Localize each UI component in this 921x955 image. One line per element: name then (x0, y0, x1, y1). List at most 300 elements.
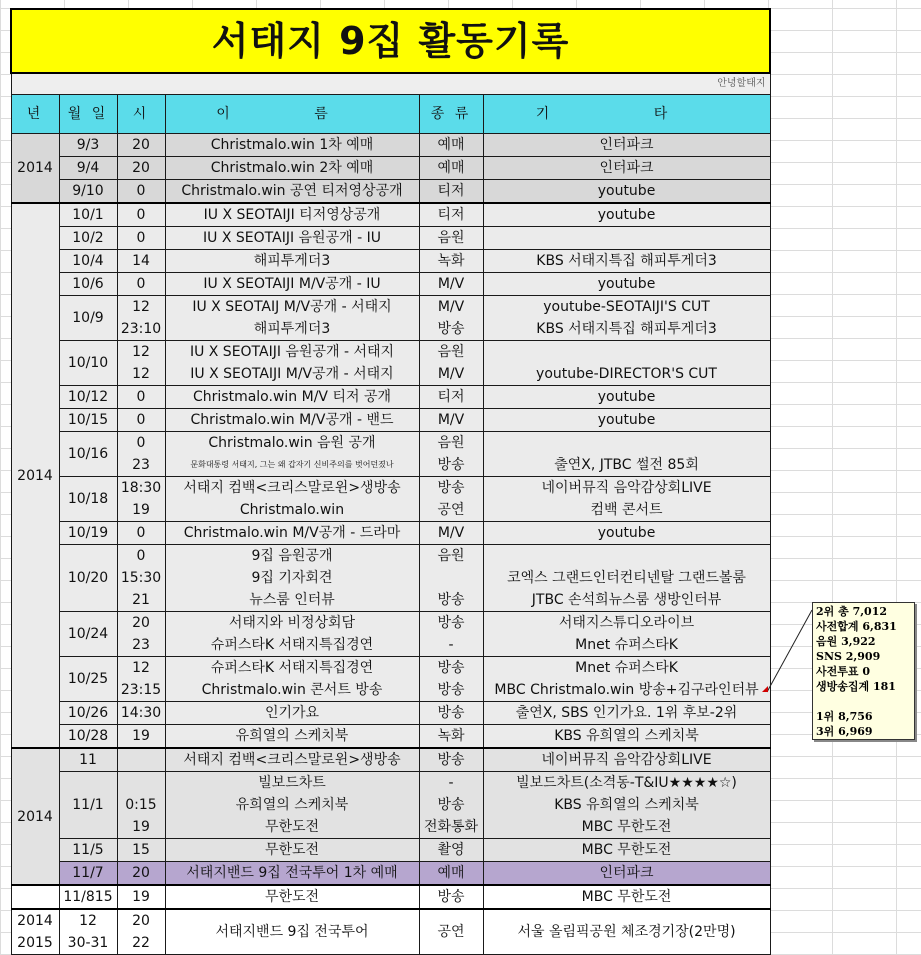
type-cell[interactable] (419, 386, 483, 409)
date-cell[interactable]: 11/815 (59, 885, 117, 909)
etc-cell[interactable] (483, 386, 770, 409)
time-cell[interactable] (117, 250, 165, 273)
year-cell[interactable]: 2014 (11, 203, 59, 748)
etc-cell-line: 서태지스튜디오라이브 (558, 615, 695, 631)
header-name[interactable]: 이 름 (165, 95, 419, 134)
date-cell[interactable]: 10/26 (59, 702, 117, 725)
table-row (11, 341, 770, 386)
type-cell-line: 방송 (437, 797, 465, 813)
type-cell-line: 촬영 (437, 842, 465, 858)
table-row (11, 386, 770, 409)
etc-cell[interactable] (483, 748, 770, 772)
name-cell-line: 해피투게더3 (253, 321, 331, 337)
name-cell-line: 해피투게더3 (253, 253, 331, 269)
etc-cell-line (484, 545, 770, 567)
name-cell[interactable] (165, 227, 419, 250)
name-cell-line: 뉴스룸 인터뷰 (249, 592, 335, 608)
time-cell-line: 14:30 (120, 705, 162, 721)
type-cell-line: 티저 (437, 207, 465, 223)
name-cell-line: IU X SEOTAIJ M/V공개 - 서태지 (192, 299, 392, 315)
name-cell-line: Christmalo.win 콘서트 방송 (201, 682, 383, 698)
time-cell-line: 19 (132, 502, 150, 518)
time-cell[interactable] (117, 203, 165, 227)
table-row (11, 885, 770, 909)
comment-line: 1위 8,756 (816, 710, 873, 723)
etc-cell-line: KBS 서태지특집 해피투게더3 (536, 253, 717, 269)
etc-cell[interactable] (483, 203, 770, 227)
time-cell-line: 23:15 (120, 682, 162, 698)
etc-cell[interactable] (483, 250, 770, 273)
type-cell[interactable] (419, 702, 483, 725)
time-cell-line: 19 (132, 819, 150, 835)
year-cell[interactable]: 2014 2015 (11, 909, 59, 955)
name-cell-line: 서태지 컴백<크리스말로윈>생방송 (183, 480, 401, 496)
etc-cell[interactable] (483, 409, 770, 432)
etc-cell-line: 네이버뮤직 음악감상회LIVE (541, 752, 712, 768)
time-cell-line: 20 (132, 865, 150, 881)
etc-cell-line: 서울 올림픽공원 체조경기장(2만명) (517, 924, 736, 940)
etc-cell[interactable] (483, 522, 770, 545)
table-row (11, 748, 770, 772)
etc-cell[interactable] (483, 180, 770, 204)
etc-cell-line: 네이버뮤직 음악감상회LIVE (541, 480, 712, 496)
etc-cell-line: youtube (597, 412, 656, 428)
header-row (11, 95, 770, 134)
name-cell[interactable] (165, 157, 419, 180)
type-cell[interactable] (419, 227, 483, 250)
date-cell[interactable]: 11/5 (59, 839, 117, 862)
date-cell[interactable]: 10/9 (59, 296, 117, 341)
header-time[interactable]: 시 (117, 95, 165, 134)
name-cell[interactable] (165, 839, 419, 862)
type-cell[interactable] (419, 273, 483, 296)
comment-note[interactable] (812, 602, 915, 740)
year-cell[interactable]: 2014 (11, 134, 59, 204)
name-cell-line: Christmalo.win M/V공개 - 드라마 (183, 525, 401, 541)
type-cell-line: 녹화 (437, 253, 465, 269)
type-cell-line: 티저 (437, 183, 465, 199)
time-cell-line: 15:30 (120, 570, 162, 586)
etc-cell[interactable] (483, 341, 770, 386)
name-cell[interactable] (165, 612, 419, 657)
name-cell-line: 서태지 컴백<크리스말로윈>생방송 (183, 752, 401, 768)
type-cell[interactable] (419, 409, 483, 432)
time-cell-line: 23 (132, 457, 150, 473)
etc-cell-line: KBS 유희열의 스케치북 (554, 797, 699, 813)
table-row (11, 157, 770, 180)
type-cell[interactable] (419, 612, 483, 657)
name-cell-line: IU X SEOTAIJI 티저영상공개 (203, 207, 381, 223)
type-cell-line: 방송 (437, 457, 465, 473)
time-cell-line: 0 (136, 276, 146, 292)
type-cell-line: 방송 (437, 321, 465, 337)
date-cell[interactable]: 12 30-31 (59, 909, 117, 955)
time-cell-line: 23:10 (120, 321, 162, 337)
date-cell[interactable]: 11 (59, 748, 117, 772)
comment-line: 사전합계 6,831 (816, 620, 897, 633)
type-cell[interactable] (419, 772, 483, 839)
time-cell-line (118, 749, 165, 771)
type-cell-line: 방송 (437, 615, 465, 631)
etc-cell-line: JTBC 손석희뉴스룸 생방인터뷰 (531, 592, 722, 608)
name-cell[interactable] (165, 180, 419, 204)
name-cell-line: 유희열의 스케치북 (235, 728, 349, 744)
date-cell[interactable]: 10/1 (59, 203, 117, 227)
etc-cell[interactable] (483, 227, 770, 250)
type-cell-line: 방송 (437, 682, 465, 698)
type-cell-line: 방송 (437, 705, 465, 721)
name-cell[interactable] (165, 772, 419, 839)
time-cell[interactable] (117, 386, 165, 409)
etc-cell[interactable] (483, 725, 770, 749)
date-cell[interactable]: 10/16 (59, 432, 117, 477)
time-cell-line: 12 (132, 344, 150, 360)
year-cell[interactable]: 2014 (11, 748, 59, 885)
table-row (11, 227, 770, 250)
time-cell-line: 12 (132, 366, 150, 382)
date-cell[interactable]: 9/3 (59, 134, 117, 157)
date-cell[interactable]: 10/10 (59, 341, 117, 386)
etc-cell-line: 컴백 콘서트 (590, 502, 663, 518)
name-cell[interactable] (165, 657, 419, 702)
etc-cell-line: 출연X, SBS 인기가요. 1위 후보-2위 (515, 705, 738, 721)
name-cell[interactable] (165, 885, 419, 909)
time-cell-line: 0 (136, 230, 146, 246)
time-cell[interactable] (117, 341, 165, 386)
etc-cell-line: 인터파크 (599, 865, 654, 881)
type-cell[interactable] (419, 885, 483, 909)
etc-cell-line: youtube (597, 183, 656, 199)
type-cell[interactable] (419, 545, 483, 612)
time-cell-line: 20 (132, 615, 150, 631)
name-cell[interactable] (165, 386, 419, 409)
name-cell-line: Christmalo.win 2차 예매 (210, 160, 374, 176)
name-cell-line: 인기가요 (264, 705, 320, 721)
date-cell[interactable]: 11/1 (59, 772, 117, 839)
etc-cell-line: youtube (597, 276, 656, 292)
type-cell[interactable] (419, 839, 483, 862)
name-cell-line: 빌보드차트 (258, 775, 326, 791)
time-cell[interactable] (117, 296, 165, 341)
date-cell[interactable]: 10/12 (59, 386, 117, 409)
type-cell-line: 방송 (437, 592, 465, 608)
time-cell-line: 18:30 (120, 480, 162, 496)
etc-cell[interactable] (483, 296, 770, 341)
time-cell[interactable] (117, 725, 165, 749)
table-row (11, 839, 770, 862)
etc-cell-line: MBC Christmalo.win 방송+김구라인터뷰 (494, 682, 759, 698)
time-cell[interactable] (117, 134, 165, 157)
etc-cell[interactable] (483, 477, 770, 522)
time-cell[interactable] (117, 545, 165, 612)
etc-cell[interactable] (483, 612, 770, 657)
time-cell[interactable] (117, 180, 165, 204)
type-cell-line: M/V (437, 525, 465, 541)
table-row (11, 180, 770, 204)
type-cell-line: - (448, 775, 454, 791)
name-cell-line: IU X SEOTAIJI M/V공개 - 서태지 (190, 366, 394, 382)
table-row (11, 545, 770, 612)
etc-cell[interactable] (483, 839, 770, 862)
type-cell-line: 공연 (437, 502, 465, 518)
name-cell[interactable] (165, 409, 419, 432)
table-row (11, 134, 770, 157)
time-cell-line: 21 (132, 592, 150, 608)
etc-cell-line (484, 341, 770, 363)
name-cell-line: 9집 기자회견 (251, 570, 333, 586)
name-cell-line: Christmalo.win 1차 예매 (210, 137, 374, 153)
name-cell[interactable] (165, 522, 419, 545)
type-cell[interactable] (419, 477, 483, 522)
type-cell-line: M/V (437, 366, 465, 382)
name-cell[interactable] (165, 862, 419, 886)
type-cell[interactable] (419, 862, 483, 886)
time-cell-line: 0 (136, 183, 146, 199)
type-cell-line: 음원 (437, 230, 465, 246)
time-cell[interactable] (117, 748, 165, 772)
header-date[interactable]: 월 일 (59, 95, 117, 134)
time-cell-line: 19 (132, 728, 150, 744)
etc-cell-line: KBS 서태지특집 해피투게더3 (536, 321, 717, 337)
etc-cell-line: 인터파크 (599, 137, 654, 153)
name-cell-line: 슈퍼스타K 서태지특집경연 (210, 660, 374, 676)
table-row (11, 432, 770, 477)
time-cell-line: 20 (132, 160, 150, 176)
name-cell-line: IU X SEOTAIJI M/V공개 - IU (203, 276, 381, 292)
etc-cell-line: KBS 유희열의 스케치북 (554, 728, 699, 744)
time-cell-line: 0:15 (125, 797, 157, 813)
type-cell[interactable] (419, 748, 483, 772)
etc-cell-line: 인터파크 (599, 160, 654, 176)
name-cell-line: 무한도전 (264, 842, 320, 858)
name-cell[interactable] (165, 477, 419, 522)
time-cell[interactable] (117, 702, 165, 725)
name-cell-line: IU X SEOTAIJI 음원공개 - IU (203, 230, 381, 246)
name-cell-line: 무한도전 (264, 819, 320, 835)
etc-cell-line: MBC 무한도전 (581, 819, 672, 835)
table-row (11, 250, 770, 273)
type-cell[interactable] (419, 180, 483, 204)
type-cell-line: 음원 (437, 435, 465, 451)
header-type[interactable]: 종 류 (419, 95, 483, 134)
date-cell[interactable]: 10/15 (59, 409, 117, 432)
sheet-title[interactable]: 서태지 9집 활동기록 (11, 9, 770, 73)
time-cell[interactable] (117, 273, 165, 296)
etc-cell-line: MBC 무한도전 (581, 842, 672, 858)
time-cell[interactable] (117, 612, 165, 657)
table-row (11, 862, 770, 886)
etc-cell[interactable] (483, 157, 770, 180)
etc-cell[interactable] (483, 657, 770, 702)
time-cell-line: 14 (132, 253, 150, 269)
name-cell[interactable] (165, 203, 419, 227)
time-cell[interactable] (117, 432, 165, 477)
date-cell[interactable]: 9/4 (59, 157, 117, 180)
time-cell[interactable] (117, 157, 165, 180)
header-etc[interactable]: 기 타 (483, 95, 770, 134)
name-cell-line: 9집 음원공개 (251, 548, 333, 564)
date-cell[interactable]: 10/24 (59, 612, 117, 657)
time-cell-line: 12 (132, 299, 150, 315)
name-cell[interactable] (165, 250, 419, 273)
table-row (11, 725, 770, 749)
type-cell[interactable] (419, 725, 483, 749)
table-row (11, 772, 770, 839)
name-cell-line: 서태지와 비정상회담 (228, 615, 356, 631)
type-cell-line: 음원 (437, 344, 465, 360)
date-cell[interactable]: 10/4 (59, 250, 117, 273)
time-cell[interactable] (117, 477, 165, 522)
type-cell-line: 예매 (437, 137, 465, 153)
table-row (11, 203, 770, 227)
time-cell[interactable] (117, 657, 165, 702)
comment-line: 3위 6,969 (816, 725, 873, 738)
date-cell[interactable]: 10/28 (59, 725, 117, 749)
name-cell[interactable] (165, 134, 419, 157)
time-cell-line: 0 (136, 525, 146, 541)
name-cell-line: Christmalo.win 음원 공개 (208, 435, 376, 451)
comment-leader-line (767, 610, 812, 692)
time-cell-line (118, 772, 165, 794)
date-cell[interactable]: 10/19 (59, 522, 117, 545)
name-cell-line: Christmalo.win M/V공개 - 밴드 (190, 412, 394, 428)
sheet-body (11, 134, 770, 955)
time-cell-line: 0 (136, 435, 146, 451)
time-cell[interactable] (117, 862, 165, 886)
time-cell-line: 15 (132, 842, 150, 858)
etc-cell[interactable] (483, 702, 770, 725)
etc-cell[interactable] (483, 862, 770, 886)
name-cell[interactable] (165, 748, 419, 772)
time-cell[interactable] (117, 227, 165, 250)
table-row (11, 522, 770, 545)
time-cell-line: 19 (132, 889, 150, 905)
date-cell[interactable]: 10/20 (59, 545, 117, 612)
name-cell[interactable] (165, 725, 419, 749)
time-cell-line: 23 (132, 637, 150, 653)
time-cell-line: 22 (132, 935, 150, 951)
type-cell[interactable] (419, 432, 483, 477)
etc-cell-line: 코엑스 그랜드인터컨티넨탈 그랜드볼룸 (507, 570, 746, 586)
etc-cell-line: Mnet 슈퍼스타K (575, 660, 678, 676)
type-cell[interactable] (419, 522, 483, 545)
etc-cell-line: youtube-DIRECTOR'S CUT (536, 366, 717, 382)
etc-cell-line: youtube (597, 525, 656, 541)
name-cell[interactable] (165, 296, 419, 341)
etc-cell-line: MBC 무한도전 (581, 889, 672, 905)
time-cell-line: 0 (136, 389, 146, 405)
table-row (11, 477, 770, 522)
type-cell-line: 녹화 (437, 728, 465, 744)
year-cell[interactable] (11, 885, 59, 909)
table-row (11, 702, 770, 725)
type-cell-line: M/V (437, 276, 465, 292)
time-cell-line: 0 (136, 548, 146, 564)
type-cell-line: 방송 (437, 660, 465, 676)
comment-line: 음원 3,922 (816, 635, 876, 648)
date-cell[interactable]: 10/25 (59, 657, 117, 702)
etc-cell[interactable] (483, 885, 770, 909)
activity-sheet (10, 8, 771, 955)
type-cell[interactable] (419, 341, 483, 386)
etc-cell[interactable] (483, 545, 770, 612)
credit-text[interactable]: 안녕할태지 (11, 73, 770, 95)
date-cell[interactable]: 11/7 (59, 862, 117, 886)
type-cell-line: 공연 (437, 924, 465, 940)
date-cell[interactable]: 10/18 (59, 477, 117, 522)
date-cell[interactable]: 9/10 (59, 180, 117, 204)
etc-cell-line (484, 227, 770, 249)
name-cell-line: Christmalo.win (239, 502, 345, 518)
name-cell-line: 무한도전 (264, 889, 320, 905)
etc-cell[interactable] (483, 432, 770, 477)
time-cell[interactable] (117, 409, 165, 432)
etc-cell-line: youtube-SEOTAIJI'S CUT (543, 299, 710, 315)
etc-cell[interactable] (483, 273, 770, 296)
type-cell[interactable] (419, 296, 483, 341)
type-cell-line: 방송 (437, 889, 465, 905)
name-cell-line: Christmalo.win 공연 티저영상공개 (181, 183, 403, 199)
type-cell-line: 음원 (437, 548, 465, 564)
comment-line: 2위 총 7,012 (816, 605, 888, 618)
time-cell-line: 0 (136, 207, 146, 223)
name-cell-line: 서태지밴드 9집 전국투어 1차 예매 (186, 865, 398, 881)
time-cell[interactable] (117, 522, 165, 545)
name-cell-line: IU X SEOTAIJI 음원공개 - 서태지 (189, 344, 395, 360)
type-cell-line: 방송 (437, 480, 465, 496)
time-cell[interactable] (117, 839, 165, 862)
etc-cell[interactable] (483, 772, 770, 839)
type-cell[interactable] (419, 203, 483, 227)
time-cell-line: 20 (132, 913, 150, 929)
comment-line: 생방송집계 181 (816, 680, 896, 693)
name-cell-line: 서태지밴드 9집 전국투어 (215, 924, 369, 940)
type-cell-line: 전화통화 (423, 819, 479, 835)
time-cell[interactable] (117, 772, 165, 839)
type-cell-line: 티저 (437, 389, 465, 405)
comment-line: 사전투표 0 (816, 665, 870, 678)
type-cell-line: M/V (437, 299, 465, 315)
table-row (11, 657, 770, 702)
type-cell[interactable] (419, 250, 483, 273)
name-cell[interactable] (165, 432, 419, 477)
time-cell-line: 20 (132, 137, 150, 153)
name-cell-line: 슈퍼스타K 서태지특집경연 (210, 637, 374, 653)
etc-cell-line: youtube (597, 207, 656, 223)
time-cell[interactable] (117, 885, 165, 909)
name-cell-line: 유희열의 스케치북 (235, 797, 349, 813)
date-cell[interactable]: 10/2 (59, 227, 117, 250)
etc-cell-line (484, 432, 770, 454)
etc-cell-line: Mnet 슈퍼스타K (575, 637, 678, 653)
comment-line: SNS 2,909 (816, 650, 881, 663)
type-cell[interactable] (419, 157, 483, 180)
type-cell[interactable] (419, 657, 483, 702)
etc-cell[interactable] (483, 134, 770, 157)
date-cell[interactable]: 10/6 (59, 273, 117, 296)
time-cell-line: 12 (132, 660, 150, 676)
header-year[interactable]: 년 (11, 95, 59, 134)
name-cell-line: Christmalo.win M/V 티저 공개 (193, 389, 391, 405)
type-cell[interactable] (419, 134, 483, 157)
name-cell[interactable] (165, 273, 419, 296)
type-cell-line: 방송 (437, 752, 465, 768)
name-cell[interactable] (165, 702, 419, 725)
name-cell[interactable] (165, 341, 419, 386)
table-row (11, 612, 770, 657)
etc-cell-line: 출연X, JTBC 썰전 85회 (554, 457, 699, 473)
name-cell[interactable] (165, 545, 419, 612)
